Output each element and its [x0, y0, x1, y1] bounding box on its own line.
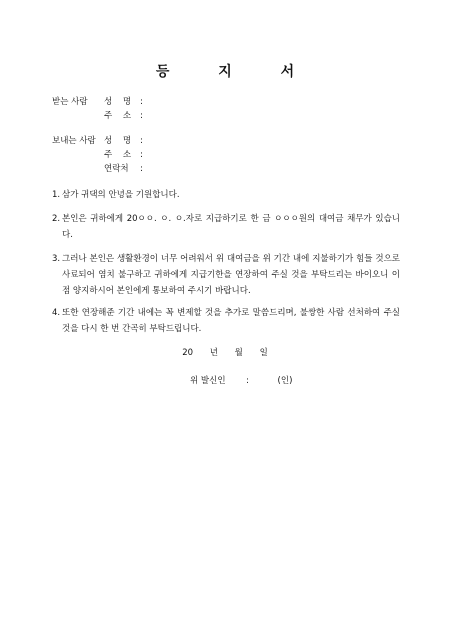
document-title: 등 지 서	[155, 64, 317, 80]
sender-fields	[104, 134, 143, 176]
recipient-address-field	[104, 109, 143, 123]
sender-contact-colon: :	[140, 164, 143, 174]
paragraph-number: 1.	[52, 190, 61, 200]
recipient-address-colon: :	[140, 111, 143, 121]
sender-contact-field	[104, 162, 143, 176]
seal-mark: (인)	[277, 376, 293, 386]
paragraph-2	[52, 211, 400, 243]
sender-address-label: 주 소	[104, 150, 136, 160]
date-line: 20 년 월 일	[182, 348, 268, 358]
sender-address-colon: :	[140, 150, 143, 160]
recipient-role-label: 받는 사람	[52, 97, 88, 107]
recipient-name-field	[104, 95, 143, 109]
sender-contact-label: 연락처	[104, 164, 129, 174]
paragraph-3	[52, 251, 400, 299]
recipient-address-label: 주 소	[104, 111, 136, 121]
paragraph-number: 4.	[52, 308, 61, 318]
paragraph-1	[52, 187, 400, 203]
paragraph-text: 본인은 귀하에게 20ㅇㅇ. ㅇ. ㅇ.자로 지급하기로 한 금 ㅇㅇㅇ원의 대여금 채무가 있습니다.	[62, 214, 400, 240]
signature-colon: :	[246, 376, 249, 386]
signature-label: 위 발신인	[190, 376, 226, 386]
sender-name-colon: :	[140, 136, 143, 146]
sender-name-label: 성 명	[104, 136, 136, 146]
paragraph-4	[52, 305, 400, 337]
paragraph-text: 삼가 귀댁의 안녕을 기원합니다.	[62, 190, 180, 200]
recipient-fields	[104, 95, 143, 123]
paragraph-number: 3.	[52, 254, 61, 264]
recipient-name-colon: :	[140, 97, 143, 107]
sender-address-field	[104, 148, 143, 162]
recipient-name-label: 성 명	[104, 97, 136, 107]
sender-name-field	[104, 134, 143, 148]
paragraph-number: 2.	[52, 214, 61, 224]
signature-line	[190, 374, 292, 386]
paragraph-text: 또한 연장해준 기간 내에는 꼭 변제할 것을 추가로 말씀드리며, 불쌍한 사람 선처하여 주실 것을 다시 한 번 간곡히 부탁드립니다.	[62, 308, 400, 334]
paragraph-text: 그러나 본인은 생활환경이 너무 어려워서 위 대여금을 위 기간 내에 지불하기가 힘들 것으로 사료되어 염치 불구하고 귀하에게 지급기한을 연장하여 주실 것을 부탁드리는 바이오니 이점 양지하시어 본인에게 통보하여 주시기 바랍니다.	[62, 254, 400, 296]
sender-role-label: 보내는 사람	[52, 136, 96, 146]
